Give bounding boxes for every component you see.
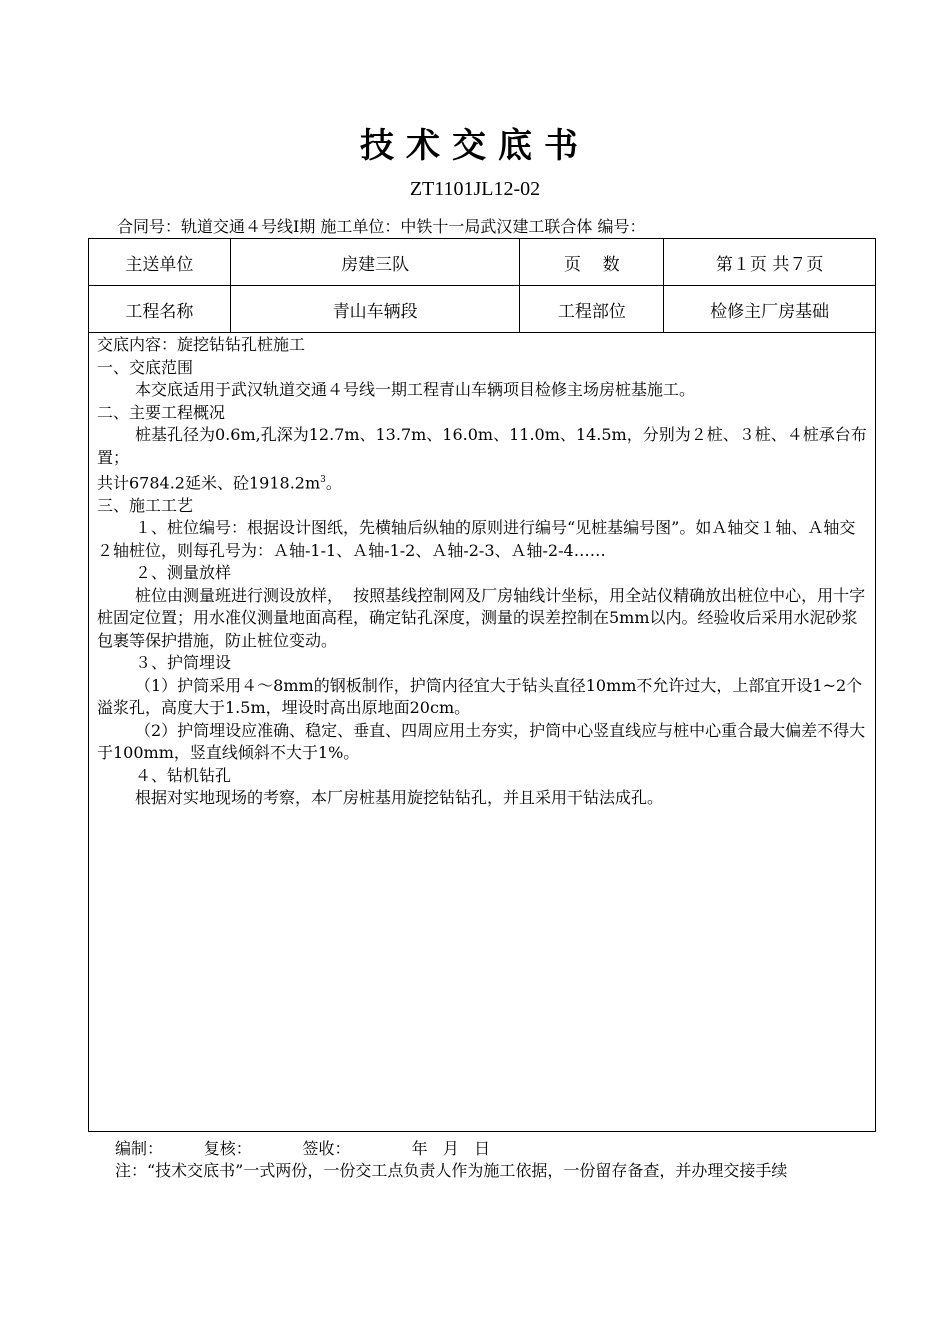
- section-3-4-text: 根据对实地现场的考察，本厂房桩基用旋挖钻钻孔，并且采用干钻法成孔。: [135, 788, 664, 808]
- content-intro: 交底内容：旋挖钻钻孔桩施工: [97, 335, 306, 354]
- label-pages: 页 数: [520, 239, 664, 286]
- section-3-3-a: （1）护筒采用４～8mm的钢板制作，护筒内径宜大于钻头直径10mm不允许过大，上部宜开设1~2个溢浆孔，高度大于1.5m，埋设时高出原地面20cm。: [97, 675, 863, 718]
- value-pages: 第１页 共７页: [664, 239, 876, 286]
- footer-note: 注：“技术交底书”一式两份，一份交工点负责人作为施工依据，一份留存备查，并办理交接手续: [115, 1161, 788, 1180]
- section-3-3-title: ３、护筒埋设: [135, 653, 232, 673]
- label-project-part: 工程部位: [520, 286, 664, 333]
- value-project-part: 检修主厂房基础: [664, 286, 876, 333]
- section-3-2-text: 桩位由测量班进行测设放样， 按照基线控制网及厂房轴线计坐标，用全站仪精确放出桩位中心，用十字桩固定位置；用水准仪测量地面高程，确定钻孔深度，测量的误差控制在5mm以内。经验收后采用水泥砂浆包裹等保护措施，防止桩位变动。: [97, 585, 866, 650]
- section-3-3-b: （2）护筒埋设应准确、稳定、垂直、四周应用土夯实，护筒中心竖直线应与桩中心重合最大偏差不得大于100mm，竖直线倾斜不大于1%。: [97, 720, 866, 763]
- value-project-name: 青山车辆段: [230, 286, 520, 333]
- section-2-total-text: 共计6784.2延米、砼1918.2m: [97, 473, 321, 493]
- section-2-title: 二、主要工程概况: [97, 402, 226, 422]
- section-2-total-sup: 3: [320, 475, 326, 485]
- section-1-text: 本交底适用于武汉轨道交通４号线一期工程青山车辆项目检修主场房桩基施工。: [135, 380, 696, 399]
- section-3-title: 三、施工工艺: [97, 495, 194, 515]
- section-3-4-title: ４、钻机钻孔: [135, 765, 232, 785]
- section-1-title: 一、交底范围: [97, 357, 194, 377]
- section-2-total-end: 。: [325, 473, 342, 493]
- section-2-text: 桩基孔径为0.6m,孔深为12.7m、13.7m、16.0m、11.0m、14.5m，分别为２桩、３桩、４桩承台布置；: [97, 425, 867, 467]
- document-code: ZT1101JL12-02: [409, 178, 541, 200]
- signature-line: 编制： 复核： 签收： 年 月 日: [115, 1139, 491, 1158]
- header-row-recipient: [89, 239, 876, 286]
- section-2-total: [97, 469, 869, 495]
- label-recipient-unit: 主送单位: [89, 239, 231, 286]
- value-recipient-unit: 房建三队: [230, 239, 520, 286]
- section-3-1: １、桩位编号：根据设计图纸，先横轴后纵轴的原则进行编号“见桩基编号图”。如Ａ轴交１轴、Ａ轴交２轴桩位，则每孔号为：Ａ轴-1-1、Ａ轴-1-2、Ａ轴-2-3、Ａ轴-2-4……: [97, 518, 856, 560]
- content-body: [97, 334, 869, 810]
- section-3-2-title: ２、测量放样: [135, 563, 232, 583]
- header-table: [88, 238, 876, 333]
- header-row-project: [89, 286, 876, 333]
- label-project-name: 工程名称: [89, 286, 231, 333]
- document-title: 技术交底书: [360, 126, 590, 166]
- contract-line: 合同号：轨道交通４号线Ⅰ期 施工单位：中铁十一局武汉建工联合体 编号：: [117, 217, 646, 236]
